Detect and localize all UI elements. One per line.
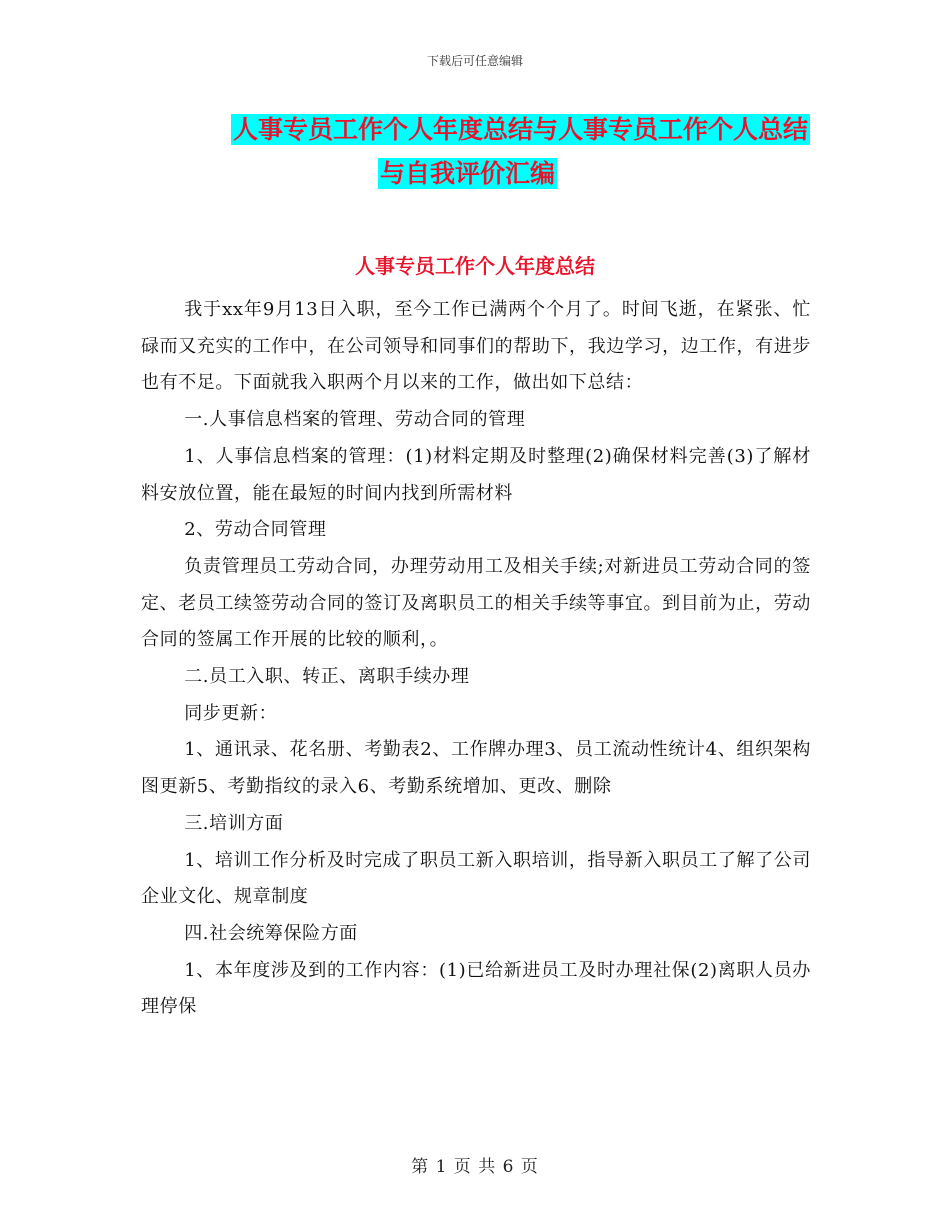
paragraph: 四.社会统筹保险方面 xyxy=(184,922,358,944)
paragraph: 一.人事信息档案的管理、劳动合同的管理 xyxy=(184,409,526,431)
paragraph: 1、通讯录、花名册、考勤表2、工作牌办理3、员工流动性统计4、组织架构图更新5、考勤指纹的录入6、考勤系统增加、更改、删除 xyxy=(141,739,811,798)
paragraph: 我于xx年9月13日入职，至今工作已满两个个月了。时间飞逝，在紧张、忙碌而又充实的工作中，在公司领导和同事们的帮助下，我边学习，边工作，有进步也有不足。下面就我入职两个月以来的工作，做出如下总结： xyxy=(141,299,811,394)
document-body xyxy=(141,292,811,1026)
document-title-line-2 xyxy=(378,159,557,189)
paragraph: 二.员工入职、转正、离职手续办理 xyxy=(184,666,470,688)
document-title-text-2: 与自我评价汇编 xyxy=(380,159,556,188)
page-header-note: 下载后可任意编辑 xyxy=(426,54,523,68)
document-title-line-1 xyxy=(140,115,810,145)
paragraph: 负责管理员工劳动合同，办理劳动用工及相关手续;对新进员工劳动合同的签定、老员工续签劳动合同的签订及离职员工的相关手续等事宜。到目前为止，劳动合同的签属工作开展的比较的顺利，。 xyxy=(141,555,811,651)
paragraph: 同步更新： xyxy=(184,702,278,724)
paragraph: 2、劳动合同管理 xyxy=(184,519,327,541)
paragraph: 三.培训方面 xyxy=(184,812,284,834)
section-title: 人事专员工作个人年度总结 xyxy=(355,254,595,278)
paragraph: 1、人事信息档案的管理：(1)材料定期及时整理(2)确保材料完善(3)了解材料安放位置，能在最短的时间内找到所需材料 xyxy=(141,445,811,504)
document-title-text-1: 人事专员工作个人年度总结与人事专员工作个人总结 xyxy=(232,115,808,144)
paragraph: 1、培训工作分析及时完成了职员工新入职培训，指导新入职员工了解了公司企业文化、规章制度 xyxy=(141,849,811,908)
page-number-footer: 第 1 页 共 6 页 xyxy=(411,1157,539,1177)
paragraph: 1、本年度涉及到的工作内容：(1)已给新进员工及时办理社保(2)离职人员办理停保 xyxy=(141,959,811,1018)
